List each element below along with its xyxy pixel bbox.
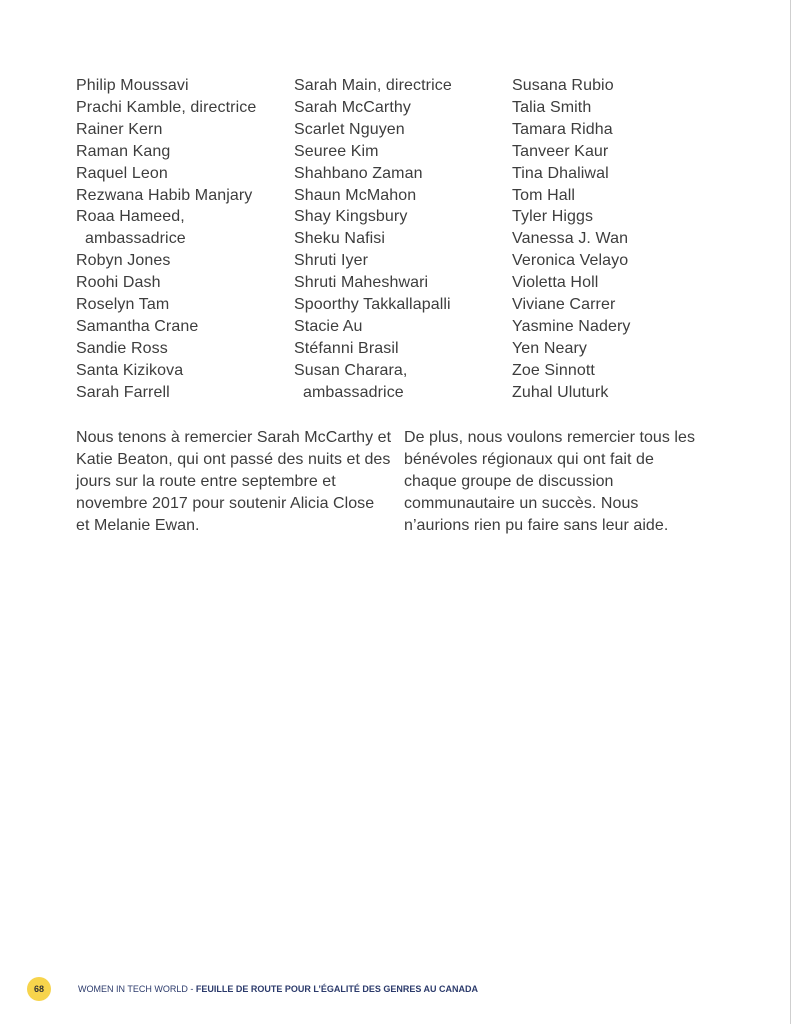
name-entry (76, 185, 256, 207)
name-entry (294, 272, 452, 294)
name-entry (76, 316, 256, 338)
name-role-continuation: ambassadrice (85, 230, 186, 248)
name-entry (512, 316, 631, 338)
name-text: Tina Dhaliwal (512, 164, 609, 182)
name-text: Shahbano Zaman (294, 164, 423, 182)
name-text: Zuhal Uluturk (512, 383, 609, 401)
name-entry (512, 97, 631, 119)
name-entry (512, 250, 631, 272)
footer-org-name: WOMEN IN TECH WORLD (78, 984, 188, 994)
thanks-paragraph-left: Nous tenons à remercier Sarah McCarthy et Katie Beaton, qui ont passé des nuits et des jours sur la route entre septembre et novembre 2017 pour soutenir Alicia Close et Melanie Ewan. (76, 429, 392, 534)
name-text: Shruti Iyer (294, 252, 369, 270)
name-entry (76, 119, 256, 141)
name-entry (76, 294, 256, 316)
name-entry (76, 360, 256, 382)
name-entry (76, 97, 256, 119)
acknowledgement-names (76, 75, 716, 405)
name-text: Rainer Kern (76, 120, 163, 138)
thanks-paragraph-right: De plus, nous voulons remercier tous les bénévoles régionaux qui ont fait de chaque groupe de discussion communautaire un succès. Nous n’aurions rien pu faire sans leur aide. (404, 429, 696, 534)
name-text: Zoe Sinnott (512, 361, 595, 379)
name-text: Roaa Hameed, (76, 208, 185, 226)
footer-running-title (78, 983, 478, 995)
name-text: Sandie Ross (76, 339, 168, 357)
name-entry (512, 75, 631, 97)
name-entry (294, 338, 452, 360)
name-text: Philip Moussavi (76, 77, 189, 94)
name-text: Samantha Crane (76, 317, 199, 335)
names-column-2 (294, 75, 452, 404)
name-entry (512, 228, 631, 250)
name-text: Talia Smith (512, 98, 592, 116)
name-text: Tyler Higgs (512, 208, 594, 226)
names-column-1 (76, 75, 256, 404)
name-entry (294, 250, 452, 272)
footer-document-title: FEUILLE DE ROUTE POUR L’ÉGALITÉ DES GENRES AU CANADA (195, 984, 479, 994)
name-text: Yen Neary (512, 339, 588, 357)
name-entry (294, 75, 452, 97)
name-text: Vanessa J. Wan (512, 230, 629, 248)
name-text: Viviane Carrer (512, 296, 616, 314)
name-entry (512, 119, 631, 141)
name-entry (294, 316, 452, 338)
name-text: Tanveer Kaur (512, 142, 609, 160)
name-entry (512, 206, 631, 228)
name-text: Shay Kingsbury (294, 208, 408, 226)
name-text: Stacie Au (294, 317, 363, 335)
name-entry (76, 382, 256, 404)
name-role-continuation: ambassadrice (303, 383, 404, 401)
name-text: Violetta Holl (512, 274, 599, 292)
name-text: Susana Rubio (512, 77, 614, 94)
name-entry (512, 360, 631, 382)
name-entry (512, 294, 631, 316)
name-entry (294, 119, 452, 141)
page-number-badge: 68 (27, 977, 51, 1001)
name-text: Shruti Maheshwari (294, 274, 429, 292)
name-entry (294, 97, 452, 119)
name-entry (512, 338, 631, 360)
name-text: Sarah McCarthy (294, 98, 411, 116)
name-text: Raquel Leon (76, 164, 168, 182)
name-text: Santa Kizikova (76, 361, 184, 379)
name-entry (294, 294, 452, 316)
name-text: Stéfanni Brasil (294, 339, 399, 357)
footer-separator: - (187, 984, 196, 994)
name-entry (76, 75, 256, 97)
name-entry (76, 272, 256, 294)
name-text: Tamara Ridha (512, 120, 613, 138)
name-entry (512, 382, 631, 404)
name-entry (76, 141, 256, 163)
name-text: Roselyn Tam (76, 296, 170, 314)
name-text: Prachi Kamble, directrice (76, 98, 257, 116)
names-column-3 (512, 75, 631, 404)
name-entry (512, 141, 631, 163)
name-text: Sarah Farrell (76, 383, 170, 401)
name-entry (512, 185, 631, 207)
name-entry (294, 141, 452, 163)
name-text: Spoorthy Takkallapalli (294, 296, 451, 314)
name-text: Tom Hall (512, 186, 576, 204)
name-text: Seuree Kim (294, 142, 379, 160)
name-text: Sheku Nafisi (294, 230, 386, 248)
name-entry (512, 163, 631, 185)
name-text: Roohi Dash (76, 274, 161, 292)
name-entry (294, 206, 452, 228)
name-text: Yasmine Nadery (512, 317, 631, 335)
name-text: Raman Kang (76, 142, 171, 160)
name-text: Veronica Velayo (512, 252, 629, 270)
name-entry (76, 206, 256, 250)
name-entry (76, 338, 256, 360)
name-text: Susan Charara, (294, 361, 408, 379)
name-text: Scarlet Nguyen (294, 120, 405, 138)
page-footer (27, 977, 627, 1001)
name-text: Rezwana Habib Manjary (76, 186, 253, 204)
name-entry (512, 272, 631, 294)
name-entry (294, 360, 452, 404)
name-entry (76, 250, 256, 272)
name-entry (294, 228, 452, 250)
name-entry (76, 163, 256, 185)
name-entry (294, 185, 452, 207)
name-text: Shaun McMahon (294, 186, 417, 204)
name-entry (294, 163, 452, 185)
name-text: Robyn Jones (76, 252, 171, 270)
name-text: Sarah Main, directrice (294, 77, 452, 94)
